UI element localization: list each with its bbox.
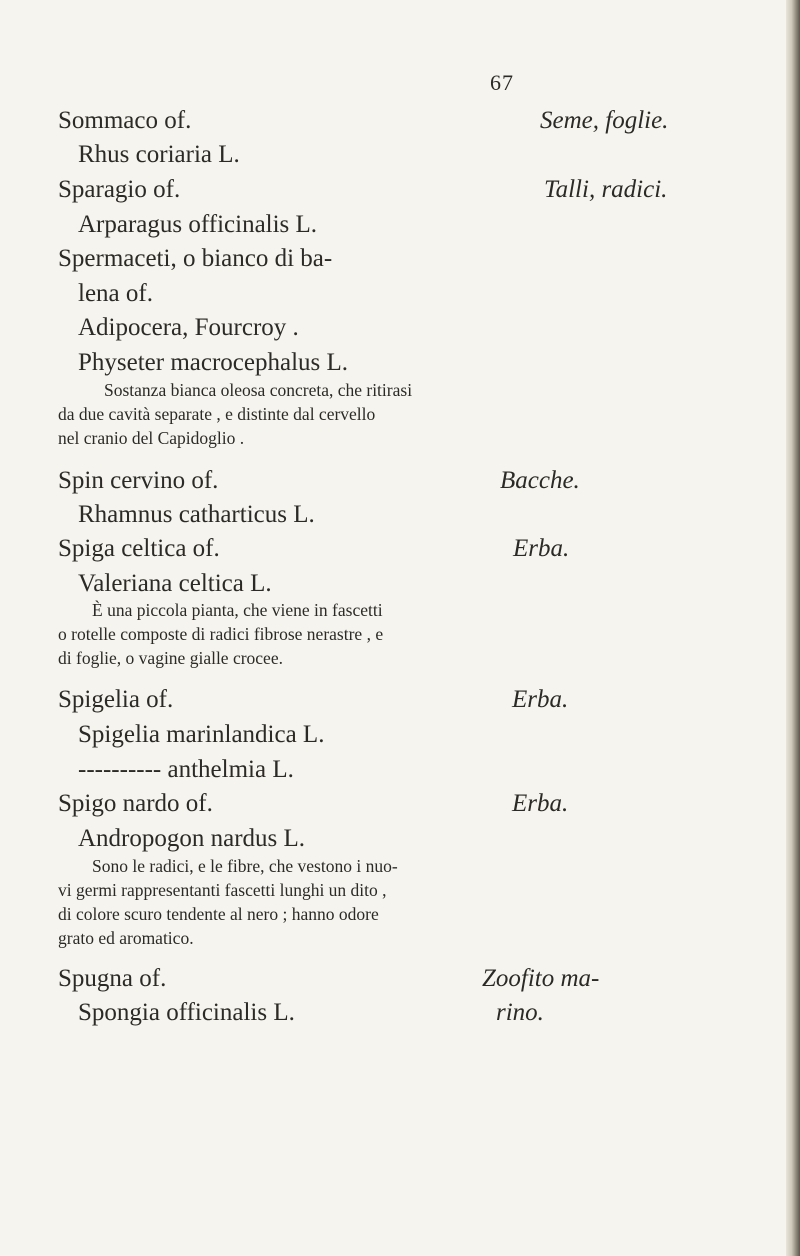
entry-latin-spugna: Spongia officinalis L.	[78, 999, 295, 1026]
page-number: 67	[490, 70, 514, 95]
description-line: vi germi rappresentanti fascetti lunghi un dito ,	[58, 880, 387, 900]
entry-part-sparagio: Talli, radici.	[544, 176, 668, 203]
entry-description-spigo-nardo	[58, 854, 748, 950]
entry-part-spin-cervino: Bacche.	[500, 467, 580, 494]
description-line: grato ed aromatico.	[58, 928, 194, 948]
description-line: di colore scuro tendente al nero ; hanno odore	[58, 904, 379, 924]
description-line: È una piccola pianta, che viene in fascetti	[92, 600, 383, 620]
entry-part-spugna-1: Zoofito ma-	[482, 965, 600, 992]
entry-name-spigelia: Spigelia of.	[58, 686, 174, 713]
entry-part-spiga-celtica: Erba.	[513, 535, 570, 562]
entry-latin-sommaco: Rhus coriaria L.	[78, 141, 240, 168]
entry-description-spiga-celtica	[58, 598, 748, 670]
description-line: da due cavità separate , e distinte dal cervello	[58, 404, 376, 424]
entry-name-spin-cervino: Spin cervino of.	[58, 467, 219, 494]
page-edge	[786, 0, 800, 1256]
entry-part-spugna-2: rino.	[496, 999, 544, 1026]
description-line: Sono le radici, e le fibre, che vestono i nuo-	[92, 856, 398, 876]
entry-latin-spin-cervino: Rhamnus catharticus L.	[78, 501, 315, 528]
entry-name-sommaco: Sommaco of.	[58, 107, 192, 134]
entry-latin-spermaceti-2: Physeter macrocephalus L.	[78, 349, 349, 376]
entry-name-spermaceti-1: Spermaceti, o bianco di ba-	[58, 245, 333, 272]
entry-name-spiga-celtica: Spiga celtica of.	[58, 535, 220, 562]
description-line: di foglie, o vagine gialle crocee.	[58, 648, 283, 668]
entry-latin-spigelia-2: ---------- anthelmia L.	[78, 756, 294, 783]
entry-part-spigelia: Erba.	[512, 686, 569, 713]
entry-name-spermaceti-2: lena of.	[78, 280, 153, 307]
entry-part-sommaco: Seme, foglie.	[540, 107, 669, 134]
description-line: o rotelle composte di radici fibrose nerastre , e	[58, 624, 384, 644]
entry-part-spigo-nardo: Erba.	[512, 790, 569, 817]
entry-latin-spermaceti-1: Adipocera, Fourcroy .	[78, 314, 299, 341]
entry-latin-spiga-celtica: Valeriana celtica L.	[78, 570, 272, 597]
description-line: Sostanza bianca oleosa concreta, che ritirasi	[104, 380, 413, 400]
entry-name-spigo-nardo: Spigo nardo of.	[58, 790, 213, 817]
entry-description-spermaceti	[58, 378, 748, 450]
entry-name-sparagio: Sparagio of.	[58, 176, 181, 203]
entry-name-spugna: Spugna of.	[58, 965, 167, 992]
entry-latin-sparagio: Arparagus officinalis L.	[78, 211, 318, 238]
entry-latin-spigelia: Spigelia marinlandica L.	[78, 721, 325, 748]
entry-latin-spigo-nardo: Andropogon nardus L.	[78, 825, 306, 852]
description-line: nel cranio del Capidoglio .	[58, 428, 245, 448]
